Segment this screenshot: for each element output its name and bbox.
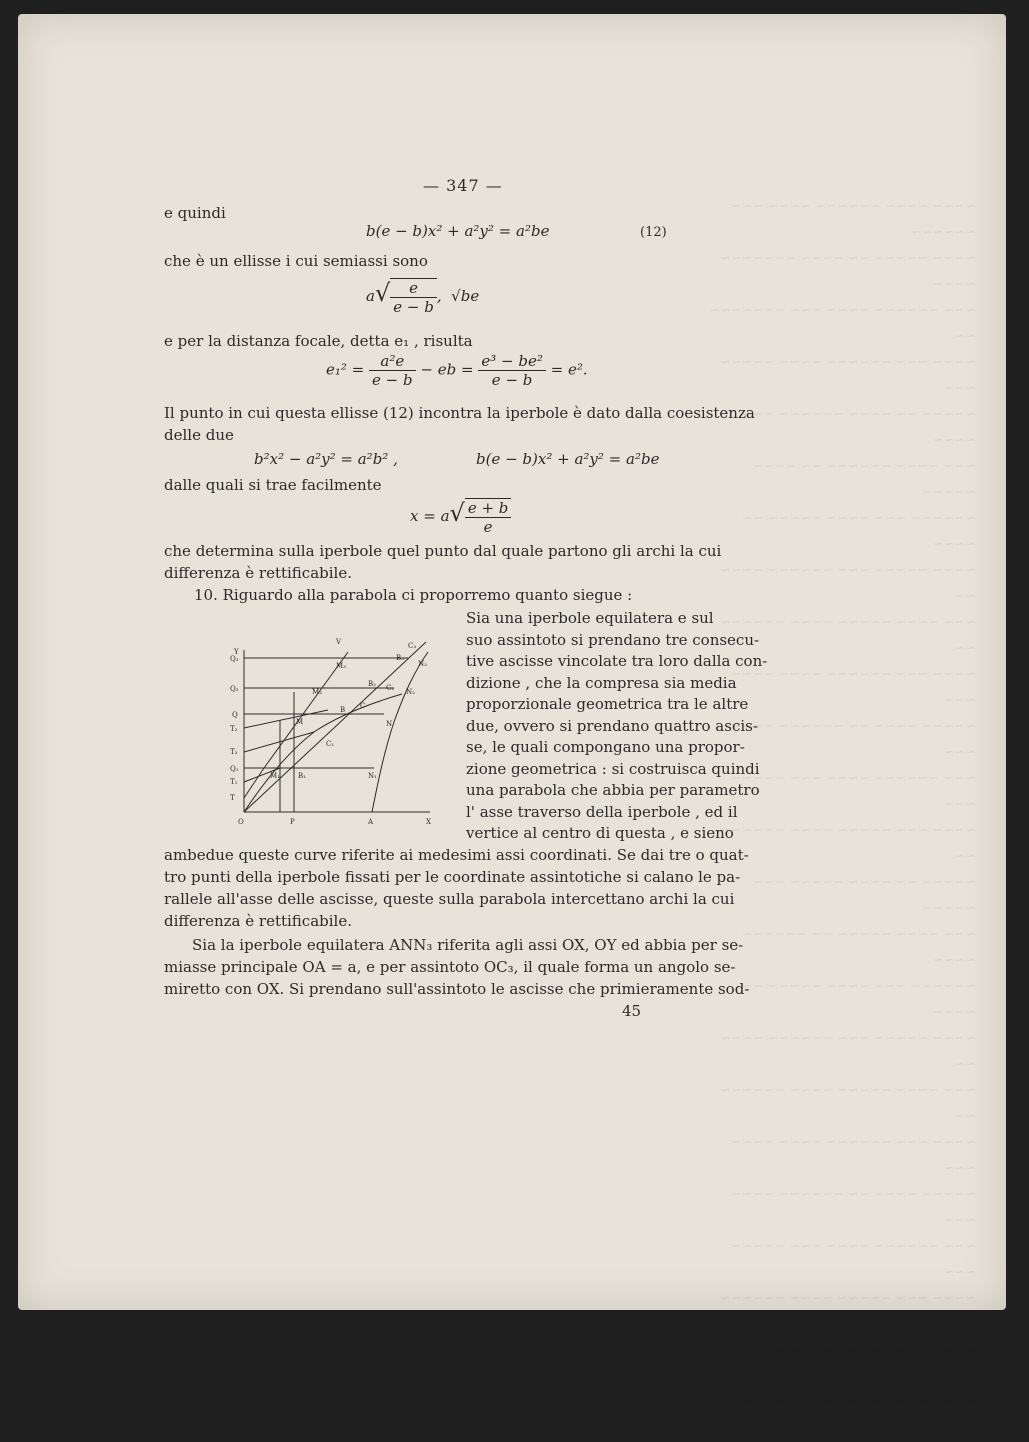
label-m: M	[296, 718, 304, 726]
line-t	[244, 768, 264, 798]
x-fraction	[465, 498, 512, 536]
paragraph-right-column	[466, 608, 778, 845]
label-n3: N₃	[418, 660, 427, 668]
equation-x	[410, 498, 511, 536]
equation-semiassi	[366, 278, 479, 316]
label-q: Q	[232, 711, 238, 719]
paragraph-punto	[164, 402, 778, 446]
label-p: P	[290, 818, 295, 826]
line-t3	[244, 732, 314, 752]
paragraph-sia-la-iperbole	[164, 934, 778, 1000]
system-equation-1: b²x² − a²y² = a²b² ,	[254, 450, 398, 468]
label-a: A	[368, 818, 374, 826]
label-m3: M₃	[336, 662, 346, 670]
label-t3: T₃	[230, 748, 238, 756]
label-t: T	[230, 794, 235, 802]
figure-labels	[230, 638, 431, 826]
footer-number: 45	[622, 1002, 642, 1020]
label-t1: T₁	[230, 778, 238, 786]
focale-rhs: = e².	[550, 360, 588, 379]
asymptote-line	[244, 642, 426, 812]
label-y: Y	[234, 648, 239, 656]
determina-line-2: differenza è rettificabile.	[164, 564, 352, 582]
focale-f2-denominator: e − b	[491, 371, 533, 389]
right-col-line: dizione , che la compresa sia media	[466, 673, 737, 692]
semiassi-sqrt-be: √be	[451, 287, 480, 305]
equation-number-12: (12)	[640, 225, 667, 240]
parabola-curve	[244, 694, 402, 812]
label-q3: Q₃	[230, 655, 239, 663]
book-page	[18, 14, 1006, 1436]
label-m1: M₁	[270, 772, 280, 780]
paragraph-determina	[164, 540, 778, 584]
label-b: B	[340, 706, 346, 714]
label-c: C	[360, 702, 366, 710]
label-c2: C₂	[386, 684, 395, 692]
text-semiassi-intro: che è un ellisse i cui semiassi sono	[164, 252, 428, 270]
ambedue-line: tro punti della iperbole fissati per le coordinate assintotiche si calano le pa-	[164, 868, 741, 886]
semiassi-a: a	[366, 287, 375, 305]
x-denominator: e	[483, 518, 493, 536]
label-b3: B₃	[396, 654, 404, 662]
label-o: O	[238, 818, 244, 826]
sia-line: miasse principale OA = a, e per assintoto OC₃, il quale forma un angolo se-	[164, 958, 736, 976]
label-c1: C₁	[326, 740, 335, 748]
label-v: V	[336, 638, 342, 646]
right-col-line: Sia una iperbole equilatera e sul	[466, 609, 714, 627]
focale-fraction-2	[478, 352, 546, 389]
right-col-line: suo assintoto si prendano tre consecu-	[466, 630, 760, 649]
focale-middle: − eb =	[420, 360, 474, 379]
label-n: N	[386, 720, 393, 728]
label-b1: B₁	[298, 772, 306, 780]
punto-line-2: delle due	[164, 426, 234, 444]
label-n1: N₁	[368, 772, 377, 780]
label-n2: N₂	[406, 688, 415, 696]
label-q1: Q₁	[230, 765, 239, 773]
bleed-through-text: ~~~~ ~~~~ ~~~~~~ ~~~~ ~~~ ~~~~~~ ~~~~ ~~~~~ ~~ ~~~~ ~~~~~~~ ~~~~ ~~~ ~~~~~~ ~~~~ ~~~ ~~~~~~~ ~~ ~~~~ ~~~ ~~~~~~ ~~~~ ~~~~~ ~~~ ~~~~~ ~~ ~~~~ ~~~~~~ ~~~ ~~~~ ~~~ ~~~~ ~~~~~~ ~~ ~~~~ ~~~~~ ~~~~~~ ~~~ ~~~~ ~~~~~ ~~ ~~~~ ~~~~ ~~~~~ ~~~ ~~~~~~ ~~~~ ~~ ~~~ ~~~~ ~~~~~ ~~~~ ~~~~~~ ~~ ~~~~ ~~~ ~~~~~~ ~~~~ ~~~~ ~~~ ~~~~~ ~~~~ ~~ ~~~~~~ ~~~~ ~~~ ~~~ ~~~~~~ ~~~~ ~~~ ~~~~~ ~~~ ~~~~ ~~~ ~~~~~ ~~~~ ~~~~~~ ~~ ~~~~~ ~~ ~~~~ ~~~~~ ~~~ ~~~~~ ~~~ ~~~~ ~~~~~ ~~ ~~~~~~ ~~~~ ~~~~~~ ~~~ ~~~~ ~~~~~ ~~ ~~~~ ~~~~ ~~~~~ ~~~ ~~~~~~ ~~~~ ~~ ~~~ ~~~~ ~~~~~ ~~~~ ~~~~~~ ~~ ~~~~ ~~~ ~~~~~~ ~~~~ ~~~~ ~~~ ~~~~~ ~~~~ ~~ ~~~~~~ ~~~~ ~~~ ~~~ ~~~~~~ ~~~~ ~~~ ~~~~~ ~~~ ~~~~ ~~~ ~~~~~ ~~~~ ~~~~~~ ~~ ~~~~~ ~~ ~~~~ ~~~~~ ~~~ ~~~~~ ~~~ ~~~~ ~~~~~ ~~ ~~~~~~ ~~~~	[708, 199, 976, 1436]
label-c3: C₃	[408, 642, 417, 650]
text-e-quindi: e quindi	[164, 204, 226, 222]
sqrt-sign: √	[374, 279, 391, 307]
text-dalle-quali: dalle quali si trae facilmente	[164, 476, 382, 494]
right-col-line: se, le quali compongano una propor-	[466, 738, 745, 756]
sia-line: miretto con OX. Si prendano sull'assintoto le ascisse che primieramente sod-	[164, 980, 750, 998]
equation-12: b(e − b)x² + a²y² = a²be	[366, 222, 550, 240]
page-number: — 347 —	[423, 176, 503, 195]
system-equation-2: b(e − b)x² + a²y² = a²be	[476, 450, 660, 468]
label-q2: Q₂	[230, 685, 239, 693]
right-col-line: una parabola che abbia per parametro	[466, 781, 760, 799]
right-col-line: l' asse traverso della iperbole , ed il	[466, 802, 738, 821]
semiassi-denominator: e − b	[393, 298, 434, 316]
section-10-heading: 10. Riguardo alla parabola ci proporremo quanto siegue :	[194, 586, 633, 604]
label-x: X	[426, 818, 431, 826]
label-m2: M₂	[312, 688, 322, 696]
x-lhs: x = a	[410, 507, 450, 525]
figure-svg	[218, 632, 478, 842]
label-t2: T₂	[230, 725, 238, 733]
ambedue-line: differenza è rettificabile.	[164, 912, 352, 930]
ambedue-line: rallele all'asse delle ascisse, queste sulla parabola intercettano archi la cui	[164, 890, 735, 908]
semiassi-fraction	[390, 278, 437, 316]
right-col-line: proporzionale geometrica tra le altre	[466, 695, 749, 713]
punto-line-1: Il punto in cui questa ellisse (12) incontra la iperbole è dato dalla coesistenza	[164, 404, 755, 422]
hyperbola-parabola-figure	[218, 632, 478, 842]
sqrt-sign-x: √	[449, 499, 465, 527]
x-numerator: e + b	[465, 499, 512, 518]
line-t2	[244, 710, 328, 728]
focale-f1-denominator: e − b	[372, 371, 413, 389]
label-b2: B₂	[368, 680, 376, 688]
ambedue-line: ambedue queste curve riferite ai medesimi assi coordinati. Se dai tre o quat-	[164, 846, 749, 864]
focale-f2-numerator: e³ − be²	[478, 352, 546, 371]
hyperbola-curve	[372, 652, 428, 812]
focale-lhs: e₁² =	[326, 360, 365, 379]
equation-focale	[326, 352, 588, 389]
right-col-line: tive ascisse vincolate tra loro dalla con-	[466, 652, 768, 670]
semiassi-separator: ,	[436, 287, 442, 305]
right-col-line: due, ovvero si prendano quattro ascis-	[466, 716, 758, 735]
semiassi-numerator: e	[390, 279, 437, 298]
right-col-line: zione geometrica : si costruisca quindi	[466, 759, 760, 778]
determina-line-1: che determina sulla iperbole quel punto dal quale partono gli archi la cui	[164, 542, 722, 560]
focale-f1-numerator: a²e	[369, 352, 416, 371]
text-focale-intro: e per la distanza focale, detta e₁ , risulta	[164, 332, 473, 350]
focale-fraction-1	[369, 352, 416, 389]
right-col-line: vertice al centro di questa , e sieno	[466, 824, 734, 842]
paragraph-ambedue	[164, 844, 778, 932]
sia-line: Sia la iperbole equilatera ANN₃ riferita agli assi OX, OY ed abbia per se-	[192, 936, 744, 954]
